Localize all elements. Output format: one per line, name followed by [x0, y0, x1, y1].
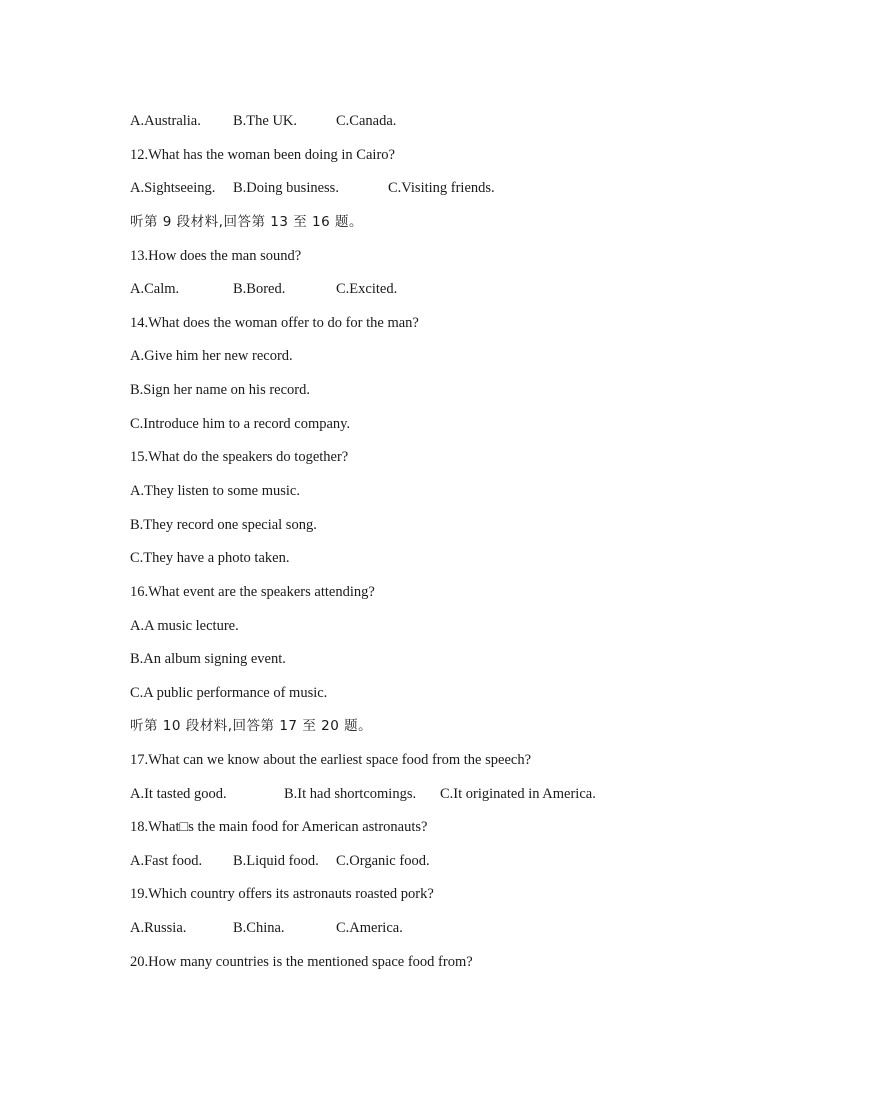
q13-option-a: A.Calm. — [130, 281, 180, 297]
q12-option-b: B.Doing business. — [233, 180, 339, 196]
q19-option-c: C.America. — [336, 920, 403, 936]
q17-option-b: B.It had shortcomings. — [284, 786, 417, 802]
q15-option-a: A.They listen to some music. — [130, 483, 300, 499]
q13-option-c: C.Excited. — [336, 281, 398, 297]
q19-option-b: B.China. — [233, 920, 285, 936]
q15-option-b: B.They record one special song. — [130, 517, 317, 533]
q18-question: 18.What□s the main food for American astronauts? — [130, 819, 428, 835]
q16-option-c: C.A public performance of music. — [130, 685, 328, 701]
q13-question: 13.How does the man sound? — [130, 248, 302, 264]
q15-option-c: C.They have a photo taken. — [130, 550, 290, 566]
q12-option-c: C.Visiting friends. — [388, 180, 495, 196]
section9-instruction: 听第 9 段材料,回答第 13 至 16 题。 — [130, 214, 363, 230]
q11-option-c: C.Canada. — [336, 113, 397, 129]
q19-question: 19.Which country offers its astronauts roasted pork? — [130, 886, 434, 902]
q17-option-a: A.It tasted good. — [130, 786, 227, 802]
q14-option-a: A.Give him her new record. — [130, 348, 293, 364]
section10-instruction: 听第 10 段材料,回答第 17 至 20 题。 — [130, 718, 373, 734]
q16-question: 16.What event are the speakers attending? — [130, 584, 375, 600]
q18-option-a: A.Fast food. — [130, 853, 203, 869]
q14-option-b: B.Sign her name on his record. — [130, 382, 311, 398]
q18-option-b: B.Liquid food. — [233, 853, 319, 869]
q20-question: 20.How many countries is the mentioned space food from? — [130, 954, 473, 970]
q14-question: 14.What does the woman offer to do for the man? — [130, 315, 419, 331]
q12-option-a: A.Sightseeing. — [130, 180, 216, 196]
q17-option-c: C.It originated in America. — [440, 786, 596, 802]
q15-question: 15.What do the speakers do together? — [130, 449, 349, 465]
q16-option-a: A.A music lecture. — [130, 618, 239, 634]
q18-option-c: C.Organic food. — [336, 853, 430, 869]
q11-option-a: A.Australia. — [130, 113, 201, 129]
q17-question: 17.What can we know about the earliest space food from the speech? — [130, 752, 532, 768]
q14-option-c: C.Introduce him to a record company. — [130, 416, 351, 432]
q12-question: 12.What has the woman been doing in Cairo? — [130, 147, 395, 163]
q11-option-b: B.The UK. — [233, 113, 298, 129]
q19-option-a: A.Russia. — [130, 920, 187, 936]
q16-option-b: B.An album signing event. — [130, 651, 286, 667]
q13-option-b: B.Bored. — [233, 281, 286, 297]
